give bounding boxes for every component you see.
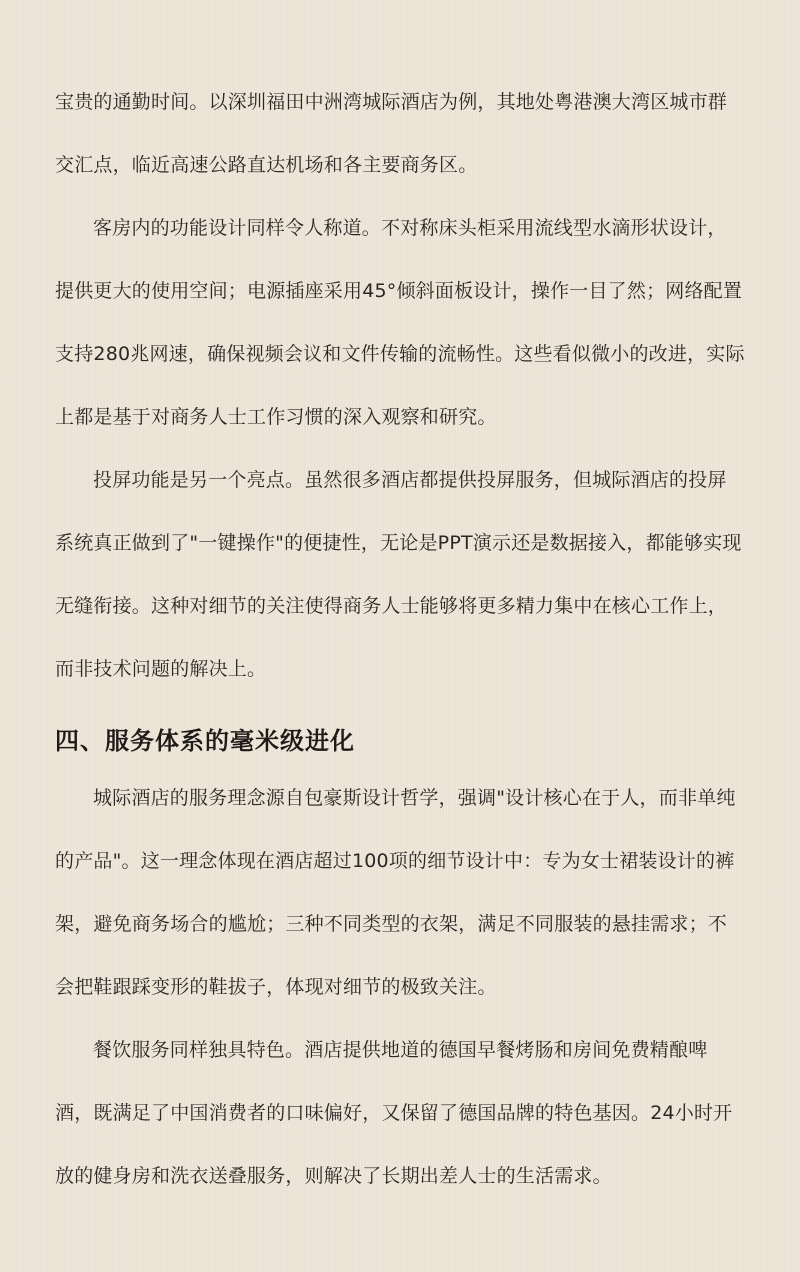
paragraph-commute: 宝贵的通勤时间。以深圳福田中洲湾城际酒店为例，其地处粤港澳大湾区城市群交汇点，临近高速公路直达机场和各主要商务区。 [55, 91, 728, 176]
paragraph-service-philosophy: 城际酒店的服务理念源自包豪斯设计哲学，强调"设计核心在于人，而非单纯的产品"。这一理念体现在酒店超过100项的细节设计中：专为女士裙装设计的裤架，避免商务场合的尴尬；三种不同类型的衣架，满足不同服装的悬挂需求；不会把鞋跟踩变形的鞋拔子，体现对细节的极致关注。 [55, 787, 736, 998]
paragraph-room-design: 客房内的功能设计同样令人称道。不对称床头柜采用流线型水滴形状设计，提供更大的使用空间；电源插座采用45°倾斜面板设计，操作一目了然；网络配置支持280兆网速，确保视频会议和文件传输的流畅性。这些看似微小的改进，实际上都是基于对商务人士工作习惯的深入观察和研究。 [55, 217, 745, 428]
paragraph-screen-casting: 投屏功能是另一个亮点。虽然很多酒店都提供投屏服务，但城际酒店的投屏系统真正做到了"一键操作"的便捷性，无论是PPT演示还是数据接入，都能够实现无缝衔接。这种对细节的关注使得商务人士能够将更多精力集中在核心工作上，而非技术问题的解决上。 [55, 469, 742, 680]
section-heading: 四、服务体系的毫米级进化 [55, 727, 355, 755]
paragraph-dining-service: 餐饮服务同样独具特色。酒店提供地道的德国早餐烤肠和房间免费精酿啤酒，既满足了中国消费者的口味偏好，又保留了德国品牌的特色基因。24小时开放的健身房和洗衣送叠服务，则解决了长期出差人士的生活需求。 [55, 1039, 733, 1187]
